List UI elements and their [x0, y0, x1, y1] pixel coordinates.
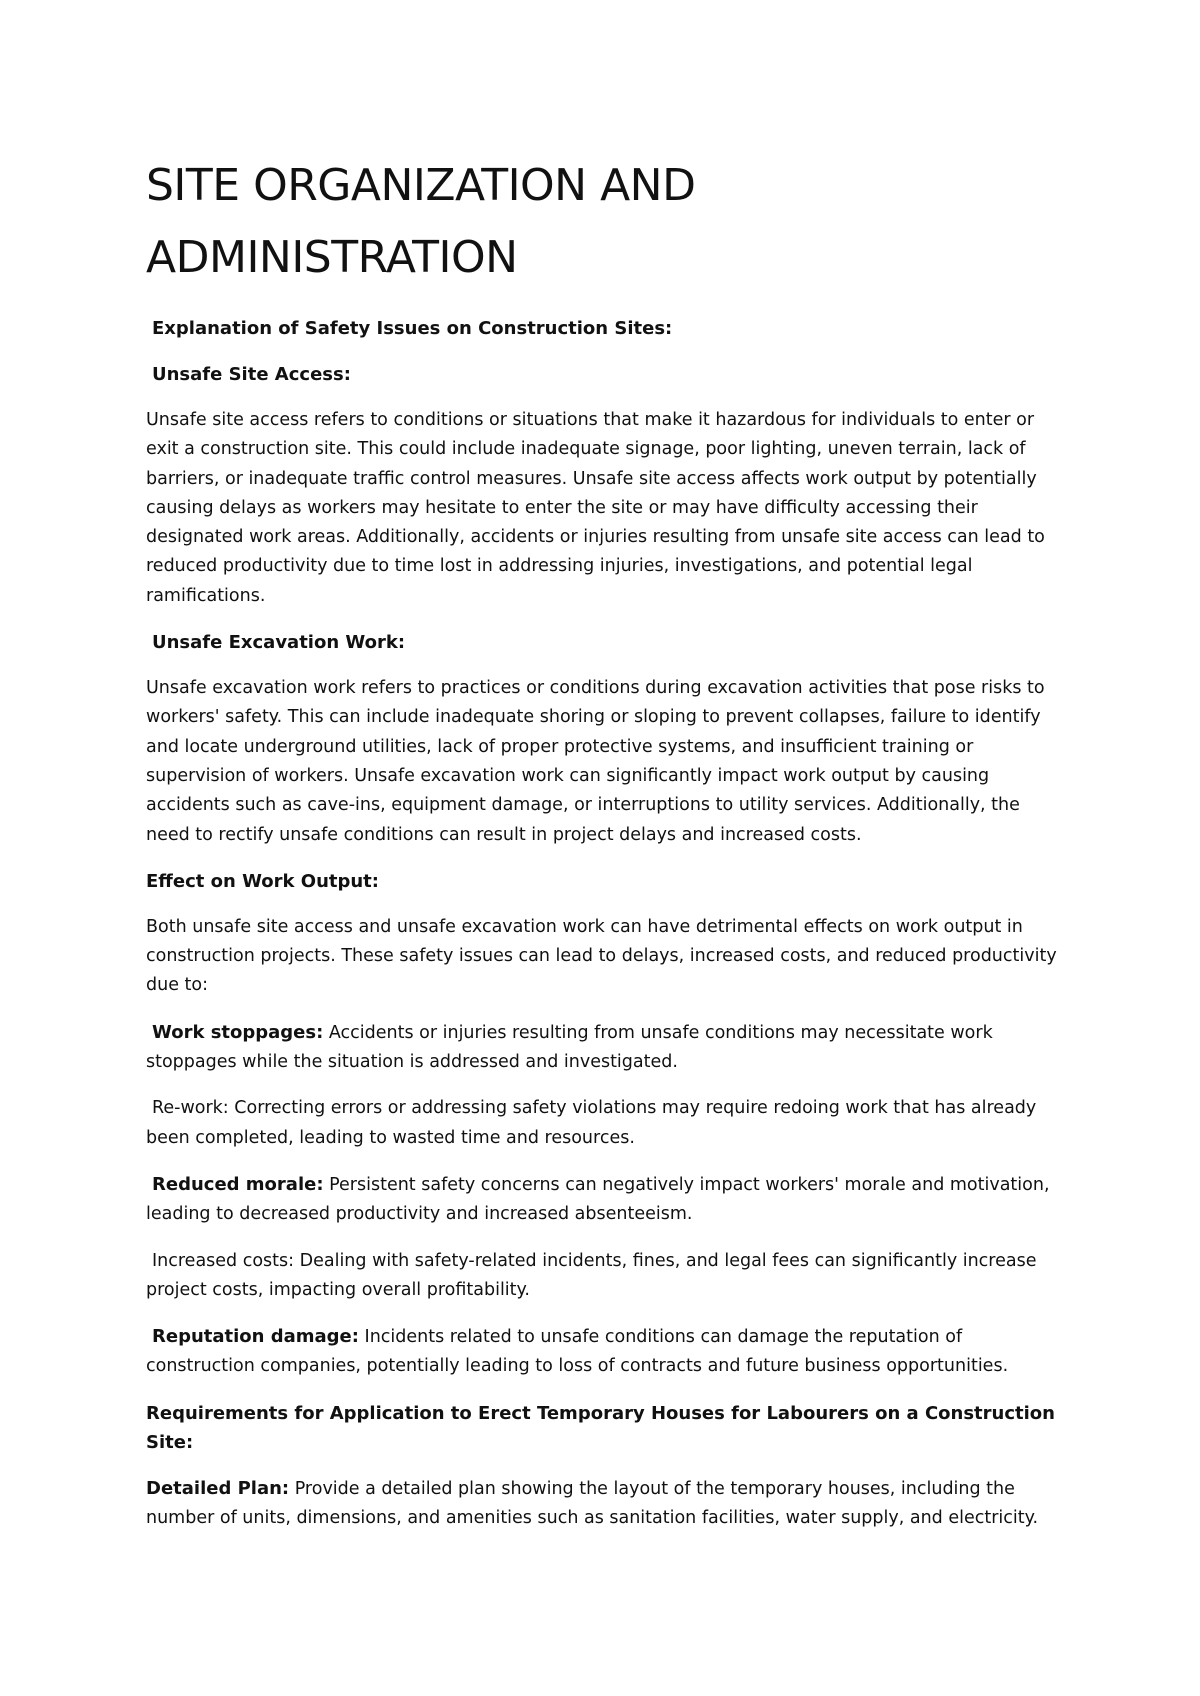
- heading-explanation: Explanation of Safety Issues on Construction Sites:: [152, 318, 673, 339]
- item-lead: Detailed Plan:: [146, 1477, 290, 1499]
- heading-effect-on-work-output: Effect on Work Output:: [146, 870, 379, 892]
- item-text: Accidents or injuries resulting from unsafe conditions may necessitate work stoppages while the situation is addressed and investigated.: [146, 1022, 993, 1073]
- item-work-stoppages: [146, 1018, 1066, 1078]
- document-page: [146, 150, 1066, 1550]
- heading-unsafe-site-access: Unsafe Site Access:: [152, 364, 351, 385]
- item-increased-costs: [146, 1247, 1066, 1306]
- paragraph-unsafe-site-access: Unsafe site access refers to conditions or situations that make it hazardous for individuals to enter or exit a construction site. This could include inadequate signage, poor lighting, uneven terrain, lack of barriers, or inadequate traffic control measures. Unsafe site access affects work output by potentially causing delays as workers may hesitate to enter the site or may have difficulty accessing their designated work areas. Additionally, accidents or injuries resulting from unsafe site access can lead to reduced productivity due to time lost in addressing injuries, investigations, and potential legal ramifications.: [146, 410, 1045, 606]
- item-lead: Reduced morale:: [152, 1173, 324, 1195]
- item-text: Provide a detailed plan showing the layout of the temporary houses, including the number of units, dimensions, and amenities such as sanitation facilities, water supply, and electricity.: [146, 1478, 1039, 1529]
- paragraph-effect-on-work-output: Both unsafe site access and unsafe excavation work can have detrimental effects on work output in construction projects. These safety issues can lead to delays, increased costs, and reduced productivity due to:: [146, 916, 1057, 996]
- item-text: Increased costs: Dealing with safety-related incidents, fines, and legal fees can significantly increase project costs, impacting overall profitability.: [146, 1250, 1037, 1300]
- item-text: Persistent safety concerns can negatively impact workers' morale and motivation, leading to decreased productivity and increased absenteeism.: [146, 1174, 1050, 1225]
- item-lead: Work stoppages:: [152, 1021, 324, 1043]
- heading-unsafe-excavation: Unsafe Excavation Work:: [152, 632, 406, 654]
- document-title: SITE ORGANIZATION AND ADMINISTRATION: [146, 160, 696, 283]
- item-text: Incidents related to unsafe conditions can damage the reputation of construction companies, potentially leading to loss of contracts and future business opportunities.: [146, 1327, 1009, 1377]
- item-reduced-morale: [146, 1170, 1066, 1230]
- paragraph-unsafe-excavation: Unsafe excavation work refers to practices or conditions during excavation activities that pose risks to workers' safety. This can include inadequate shoring or sloping to prevent collapses, failure to identify and locate underground utilities, lack of proper protective systems, and insufficient training or supervision of workers. Unsafe excavation work can significantly impact work output by causing accidents such as cave-ins, equipment damage, or interruptions to utility services. Additionally, the need to rectify unsafe conditions can result in project delays and increased costs.: [146, 678, 1045, 845]
- item-reputation-damage: [146, 1322, 1066, 1382]
- item-text: Re-work: Correcting errors or addressing safety violations may require redoing work that has already been completed, leading to wasted time and resources.: [146, 1098, 1037, 1148]
- item-lead: Reputation damage:: [152, 1326, 359, 1348]
- item-re-work: [146, 1094, 1066, 1153]
- heading-requirements: Requirements for Application to Erect Temporary Houses for Labourers on a Construction Site:: [146, 1402, 1055, 1453]
- item-detailed-plan: [146, 1474, 1066, 1534]
